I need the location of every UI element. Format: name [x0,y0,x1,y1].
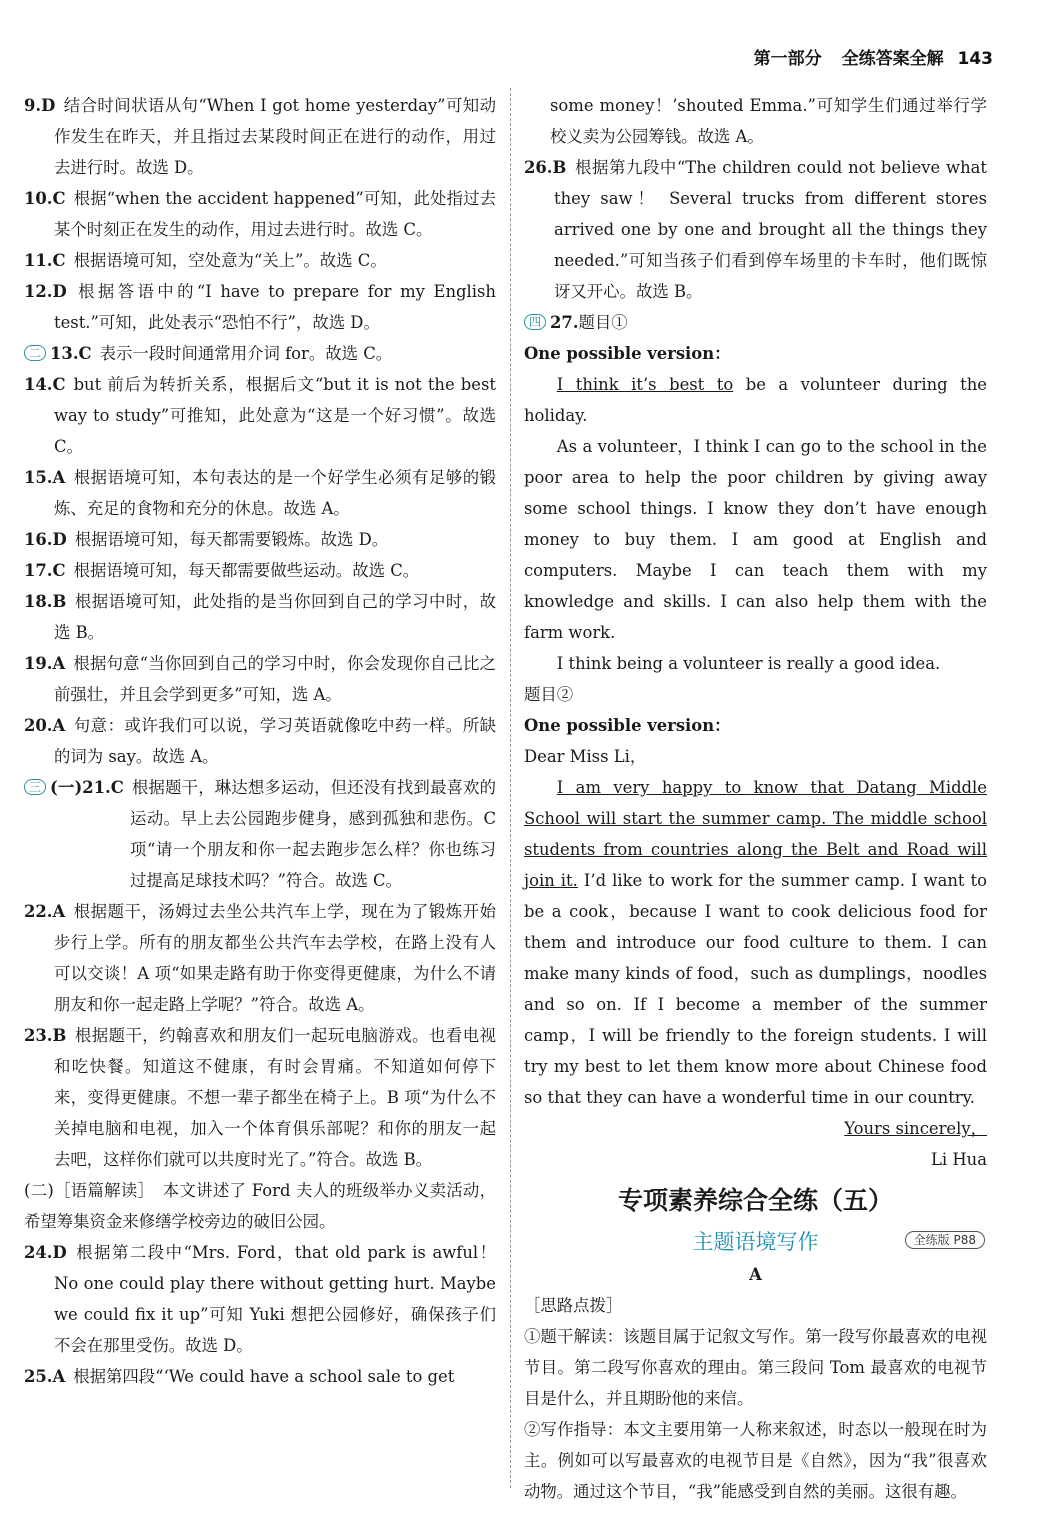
answer-17: 17.C 根据语境可知，每天都需要做些运动。故选 C。 [24,561,420,580]
section-subtitle: 主题语境写作 [692,1230,819,1254]
page-reference-badge: 全练版 P88 [905,1231,985,1249]
tip-2: ②写作指导：本文主要用第一人称来叙述，时态以一般现在时为主。例如可以写最喜欢的电视节目是《自然》，因为“我”很喜欢动物。通过这个节目，“我”能感受到自然的美丽。这很有趣。 [524,1420,987,1501]
answer-25: 25.A 根据第四段“‘We could have a school sale to get [24,1367,455,1386]
essay1-para3: I think being a volunteer is really a good idea. [556,654,941,673]
tips-label: ［思路点拨］ [524,1296,623,1315]
header-title: 全练答案全解 [841,49,944,69]
essay1-para1: I think it’s best to be a volunteer during the holiday. [524,375,987,425]
answer-22: 22.A 根据题干，汤姆过去坐公共汽车上学，现在为了锻炼开始步行上学。所有的朋友都坐公共汽车去学校，在路上没有人可以交谈！A 项“如果走路有助于你变得更健康，为什么不请朋友和你一起走路上学呢？”符合。故选 A。 [24,902,496,1014]
page-number: 143 [957,49,993,69]
letter-greeting: Dear Miss Li， [524,747,647,766]
answer-23: 23.B 根据题干，约翰喜欢和朋友们一起玩电脑游戏。也看电视和吃快餐。知道这不健康，有时会胃痛。不知道如何停下来，变得更健康。不想一辈子都坐在椅子上。B 项“为什么不关掉电脑和电视，加入一个体育俱乐部呢？和你的朋友一起去吧，这样你们就可以共度时光了。”符合。故选 B。 [24,1026,496,1169]
passage-summary: (二)［语篇解读］ 本文讲述了 Ford 夫人的班级举办义卖活动，希望筹集资金来修缮学校旁边的破旧公园。 [24,1181,496,1231]
left-column [24,90,496,1392]
answer-9: 9.D 结合时间状语从句“When I got home yesterday”可知动作发生在昨天，并且指过去某段时间正在进行的动作，用过去进行时。故选 D。 [24,96,496,177]
column-divider [510,88,511,1488]
letter-body: I am very happy to know that Datang Middle School will start the summer camp. The middle school students from countries along the Belt and Road will join it. I’d like to work for the summer camp. I want to be a cook，because I want to cook delicious food for them and introduce our food culture to them. I can make many kinds of food，such as dumplings，noodles and so on. If I become a member of the summer camp，I will be friendly to the foreign students. I will try my best to let them know more about Chinese food so that they can have a wonderful time in our country. [524,778,988,1107]
version-label-2: One possible version： [524,716,731,735]
tip-1: ①题干解读：该题目属于记叙文写作。第一段写你最喜欢的电视节目。第二段写你喜欢的理由。第三段问 Tom 最喜欢的电视节目是什么，并且期盼他的来信。 [524,1327,987,1408]
letter-signature: Li Hua [931,1150,987,1169]
answer-18: 18.B 根据语境可知，此处指的是当你回到自己的学习中时，故选 B。 [24,592,496,642]
answer-14: 14.C but 前后为转折关系，根据后文“but it is not the best way to study”可推知，此处意为“这是一个好习惯”。故选 C。 [24,375,496,456]
answer-24: 24.D 根据第二段中“Mrs. Ford，that old park is awful！No one could play there without getting hurt. Maybe we could fix it up”可知 Yuki 想把公园修好，确保孩子们不会在那里受伤。故选 D。 [24,1243,496,1355]
letter-closing: Yours sincerely， [844,1119,987,1138]
essay1-para2: As a volunteer，I think I can go to the school in the poor area to help the poor children by giving away some school things. I know they don’t have enough money to buy them. I am good at English and computers. Maybe I can teach them with my knowledge and skills. I can also help them with the farm work. [524,437,987,642]
page-header [754,44,993,69]
header-section: 第一部分 [753,49,822,69]
answer-21: 三 (一)21.C 根据题干，琳达想多运动，但还没有找到最喜欢的运动。早上去公园跑步健身，感到孤独和悲伤。C 项“请一个朋友和你一起去跑步怎么样？你也练习过提高足球技术吗？”符合。故选 C。 [24,772,496,896]
part-label: A [749,1265,762,1284]
topic-2: 题目② [524,685,574,704]
answer-27: 四 27.题目① [524,307,987,338]
section-badge-icon: 三 [24,779,46,795]
section-title: 专项素养综合全练（五） [617,1186,893,1215]
answer-26: 26.B 根据第九段中“The children could not believe what they saw！ Several trucks from different stores arrived one by one and brought all the things they needed.”可知当孩子们看到停车场里的卡车时，他们既惊讶又开心。故选 B。 [524,158,987,301]
answer-20: 20.A 句意：或许我们可以说，学习英语就像吃中药一样。所缺的词为 say。故选 A。 [24,716,496,766]
answer-13: 二 13.C 表示一段时间通常用介词 for。故选 C。 [24,338,496,369]
answer-12: 12.D 根据答语中的“I have to prepare for my English test.”可知，此处表示“恐怕不行”，故选 D。 [24,282,496,332]
subtitle-row [524,1225,987,1259]
section-badge-icon: 四 [524,314,546,330]
answer-19: 19.A 根据句意“当你回到自己的学习中时，你会发现你自己比之前强壮，并且会学到更多”可知，选 A。 [24,654,496,704]
answer-16: 16.D 根据语境可知，每天都需要锻炼。故选 D。 [24,530,389,549]
answer-15: 15.A 根据语境可知，本句表达的是一个好学生必须有足够的锻炼、充足的食物和充分的休息。故选 A。 [24,468,496,518]
answer-10: 10.C 根据“when the accident happened”可知，此处指过去某个时刻正在发生的动作，用过去进行时。故选 C。 [24,189,496,239]
section-badge-icon: 二 [24,345,46,361]
answer-25-continued: some money！’shouted Emma.”可知学生们通过举行学校义卖为公园筹钱。故选 A。 [550,96,987,146]
answer-11: 11.C 根据语境可知，空处意为“关上”。故选 C。 [24,251,387,270]
right-column [524,90,987,1507]
version-label-1: One possible version： [524,344,731,363]
